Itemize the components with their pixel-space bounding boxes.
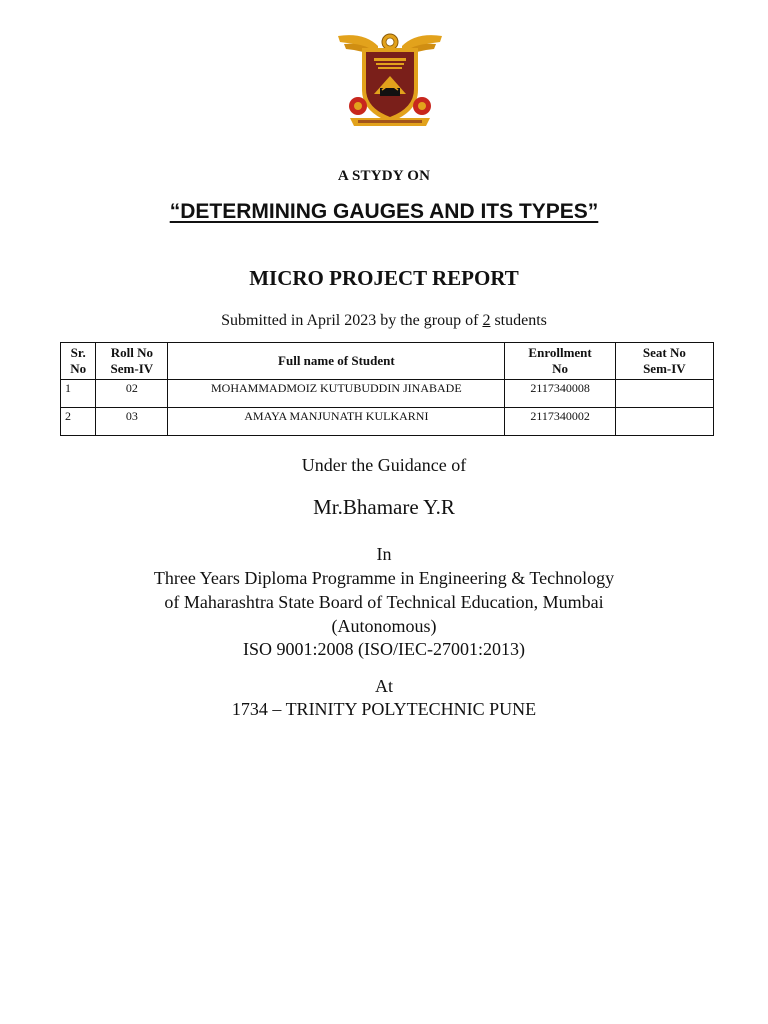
- row-enrollment-no: 2117340002: [505, 408, 615, 436]
- study-on-heading: A STYDY ON: [337, 168, 431, 184]
- header-seat-line2: Sem-IV: [643, 361, 686, 376]
- project-title-text: “DETERMINING GAUGES AND ITS TYPES”: [169, 200, 599, 223]
- programme-line-1: Three Years Diploma Programme in Engineering & Technology: [153, 568, 615, 588]
- students-table: [60, 342, 714, 436]
- table-row: [61, 408, 714, 436]
- row-roll-no: 02: [96, 380, 168, 408]
- row-sr-no: 2: [61, 408, 96, 436]
- header-roll-no: [96, 343, 168, 380]
- header-seat-line1: Seat No: [642, 345, 686, 360]
- report-type-heading: MICRO PROJECT REPORT: [249, 266, 519, 290]
- row-seat-no: [615, 408, 713, 436]
- row-sr-no: 1: [61, 380, 96, 408]
- institute-at: At: [375, 676, 393, 696]
- header-sr-no: [61, 343, 96, 380]
- header-sr-line2: No: [70, 361, 87, 376]
- submission-prefix: Submitted in April 2023 by the group of: [221, 312, 483, 329]
- submission-line: [0, 312, 768, 330]
- guide-name: Mr.Bhamare Y.R: [313, 495, 455, 519]
- header-roll-line1: Roll No: [110, 345, 153, 360]
- row-student-name: MOHAMMADMOIZ KUTUBUDDIN JINABADE: [168, 380, 505, 408]
- header-seat-no: [615, 343, 713, 380]
- header-enrollment-line1: Enrollment: [528, 345, 592, 360]
- header-enrollment-line2: No: [552, 361, 569, 376]
- row-student-name: AMAYA MANJUNATH KULKARNI: [168, 408, 505, 436]
- programme-in: In: [376, 544, 392, 564]
- table-header-row: [61, 343, 714, 380]
- programme-line-2: of Maharashtra State Board of Technical Education, Mumbai: [164, 592, 604, 612]
- header-roll-line2: Sem-IV: [110, 361, 154, 376]
- header-sr-line1: Sr.: [70, 345, 86, 360]
- institute-name: 1734 – TRINITY POLYTECHNIC PUNE: [231, 699, 537, 719]
- guidance-label: Under the Guidance of: [301, 455, 467, 475]
- programme-line-4: ISO 9001:2008 (ISO/IEC-27001:2013): [243, 639, 525, 659]
- row-roll-no: 03: [96, 408, 168, 436]
- programme-line-3: (Autonomous): [331, 616, 437, 636]
- group-count: 2: [482, 312, 491, 329]
- row-enrollment-no: 2117340008: [505, 380, 615, 408]
- header-full-name: Full name of Student: [168, 343, 505, 380]
- submission-suffix: students: [490, 312, 547, 329]
- header-enrollment-no: [505, 343, 615, 380]
- project-title: [0, 200, 768, 224]
- row-seat-no: [615, 380, 713, 408]
- institute-crest-logo: [334, 28, 446, 132]
- table-row: [61, 380, 714, 408]
